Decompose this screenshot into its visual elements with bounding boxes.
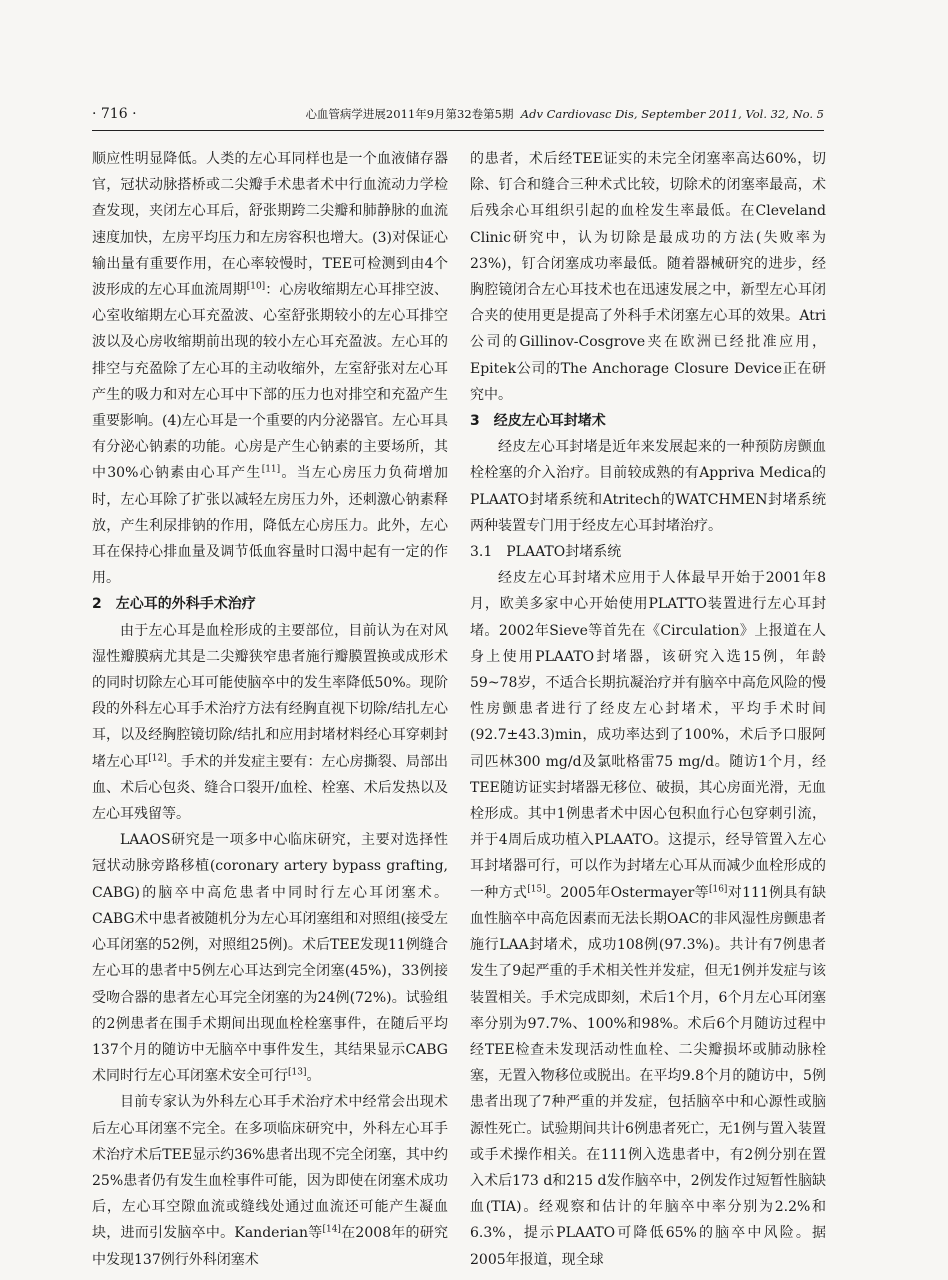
paragraph [92,146,448,591]
citation-ref: [11] [261,464,281,475]
text-run: 。当左心房压力负荷增加时，左心耳除了扩张以减轻左房压力外，还刺激心钠素释放，产生利尿排钠的作用，降低左心房压力。此外，左心耳在保持心排血量及调节低血容量时口渴中起有一定的作用。 [92,465,448,587]
paragraph [92,618,448,828]
text-run: 。2005年Ostermayer等 [545,884,709,901]
citation-ref: [12] [148,753,167,764]
text-run: 经皮左心耳封堵术应用于人体最早开始于2001年8月，欧美多家中心开始使用PLATTO装置进行左心耳封堵。2002年Sieve等首先在《Circulation》上报道在人身上使用PLAATO封堵器，该研究入选15例，年龄59~78岁，不适合长期抗凝治疗并有脑卒中高危风险的慢性房颤患者进行了经皮左心封堵术，平均手术时间(92.7±43.3)min，成功率达到了100%，术后予口服阿司匹林300 mg/d及氯吡格雷75 mg/d。随访1个月，经TEE随访证实封堵器无移位、破损，其心房面光滑，无血栓形成。其中1例患者术中因心包积血行心包穿刺引流，并于4周后成功植入PLAATO。这提示，经导管置入左心耳封堵器可行，可以作为封堵左心耳从而减少血栓形成的一种方式 [470,570,826,901]
paragraph: 的患者，术后经TEE证实的未完全闭塞率高达60%，切除、钉合和缝合三种术式比较，切除术的闭塞率最高，术后残余心耳组织引起的血栓发生率最低。在Cleveland Clinic研究中，认为切除是最成功的方法(失败率为23%)，钉合闭塞成功率最低。随着器械研究的进步，经胸腔镜闭合左心耳技术也在迅速发展之中，新型左心耳闭合夹的使用更是提高了外科手术闭塞左心耳的效果。Atri公司的Gillinov-Cosgrove夹在欧洲已经批准应用，Epitek公司的The Anchorage Closure Device正在研究中。 [470,151,826,403]
citation-ref: [16] [708,884,728,895]
citation-ref: [15] [527,884,546,895]
text-run: 对111例具有缺血性脑卒中高危因素而无法长期OAC的非风湿性房颤患者施行LAA封堵术，成功108例(97.3%)。共计有7例患者发生了9起严重的手术相关性并发症，但无1例并发症与该装置相关。手术完成即刻，术后1个月，6个月左心耳闭塞率分别为97.7%、100%和98%。术后6个月随访过程中经TEE检查未发现活动性血栓、二尖瓣损坏或肺动脉栓塞，无置入物移位或脱出。在平均9.8个月的随访中，5例患者出现了7种严重的并发症，包括脑卒中和心源性或脑源性死亡。试验期间共计6例患者死亡，无1例与置入装置或手术操作相关。在111例入选患者中，有2例分别在置入术后173 d和215 d发作脑卒中，2例发作过短暂性脑缺血(TIA)。经观察和估计的年脑卒中率分别为2.2%和6.3%，提示PLAATO可降低65%的脑卒中风险。据2005年报道，现全球 [470,884,827,1268]
citation-ref: [14] [322,1224,341,1235]
journal-cn: 心血管病学进展2011年9月第32卷第5期 [305,107,514,121]
text-run: 在2008年的研究中发现137例行外科闭塞术 [92,1225,448,1268]
section-heading: 2 左心耳的外科手术治疗 [92,596,256,613]
text-run: 。 [306,1068,321,1085]
paragraph [92,827,448,1089]
text-run: 顺应性明显降低。人类的左心耳同样也是一个血液储存器官，冠状动脉搭桥或二尖瓣手术患者术中行血流动力学检查发现，夹闭左心耳后，舒张期跨二尖瓣和肺静脉的血流速度加快，左房平均压力和左房容积也增大。(3)对保证心输出量有重要作用，在心率较慢时，TEE可检测到由4个波形成的左心耳血流周期 [92,151,448,299]
paragraph [92,1089,448,1272]
subsection-heading: 3.1 PLAATO封堵系统 [470,544,622,561]
journal-citation [305,106,824,122]
left-column [92,146,448,1273]
text-run: 。手术的并发症主要有：左心房撕裂、局部出血、术后心包炎、缝合口裂开/血栓、栓塞、术后发热以及左心耳残留等。 [92,753,449,823]
paragraph: 经皮左心耳封堵是近年来发展起来的一种预防房颤血栓栓塞的介入治疗。目前较成熟的有Appriva Medica的PLAATO封堵系统和Atritech的WATCHMEN封堵系统两种装置专门用于经皮左心耳封堵治疗。 [470,439,826,534]
journal-en: Adv Cardiovasc Dis, September 2011, Vol. 32, No. 5 [520,107,824,121]
page-number: · 716 · [92,106,137,122]
paragraph [470,565,826,1272]
running-header [92,104,824,131]
text-run: LAAOS研究是一项多中心临床研究，主要对选择性冠状动脉旁路移植(coronary artery bypass grafting, CABG)的脑卒中高危患者中同时行左心耳闭塞术。CABG术中患者被随机分为左心耳闭塞组和对照组(接受左心耳闭塞的52例，对照组25例)。术后TEE发现11例缝合左心耳的患者中5例左心耳达到完全闭塞(45%)，33例接受吻合器的患者左心耳完全闭塞的为24例(72%)。试验组的2例患者在围手术期间出现血栓栓塞事件，在随后平均137个月的随访中无脑卒中事件发生，其结果显示CABG术同时行左心耳闭塞术安全可行 [92,832,449,1085]
text-run: 由于左心耳是血栓形成的主要部位，目前认为在对风湿性瓣膜病尤其是二尖瓣狭窄患者施行瓣膜置换或成形术的同时切除左心耳可能使脑卒中的发生率降低50%。现阶段的外科左心耳手术治疗方法有经胸直视下切除/结扎左心耳，以及经胸腔镜切除/结扎和应用封堵材料经心耳穿刺封堵左心耳 [92,622,448,770]
text-run: ：心房收缩期左心耳排空波、心室收缩期左心耳充盈波、心室舒张期较小的左心耳排空波以及心房收缩期前出现的较小左心耳充盈波。左心耳的排空与充盈除了左心耳的主动收缩外，左室舒张对左心耳产生的吸力和对左心耳中下部的压力也对排空和充盈产生重要影响。(4)左心耳是一个重要的内分泌器官。左心耳具有分泌心钠素的功能。心房是产生心钠素的主要场所，其中30%心钠素由心耳产生 [92,282,449,482]
citation-ref: [13] [288,1067,307,1078]
section-heading: 3 经皮左心耳封堵术 [470,413,606,430]
text-run: 目前专家认为外科左心耳手术治疗术中经常会出现术后左心耳闭塞不完全。在多项临床研究中，外科左心耳手术治疗术后TEE显示约36%患者出现不完全闭塞，其中约25%患者仍有发生血栓事件可能，因为即使在闭塞术成功后，左心耳空隙血流或缝线处通过血流还可能产生凝血块，进而引发脑卒中。Kanderian等 [92,1094,448,1242]
right-column [470,146,826,1273]
citation-ref: [10] [246,281,266,292]
